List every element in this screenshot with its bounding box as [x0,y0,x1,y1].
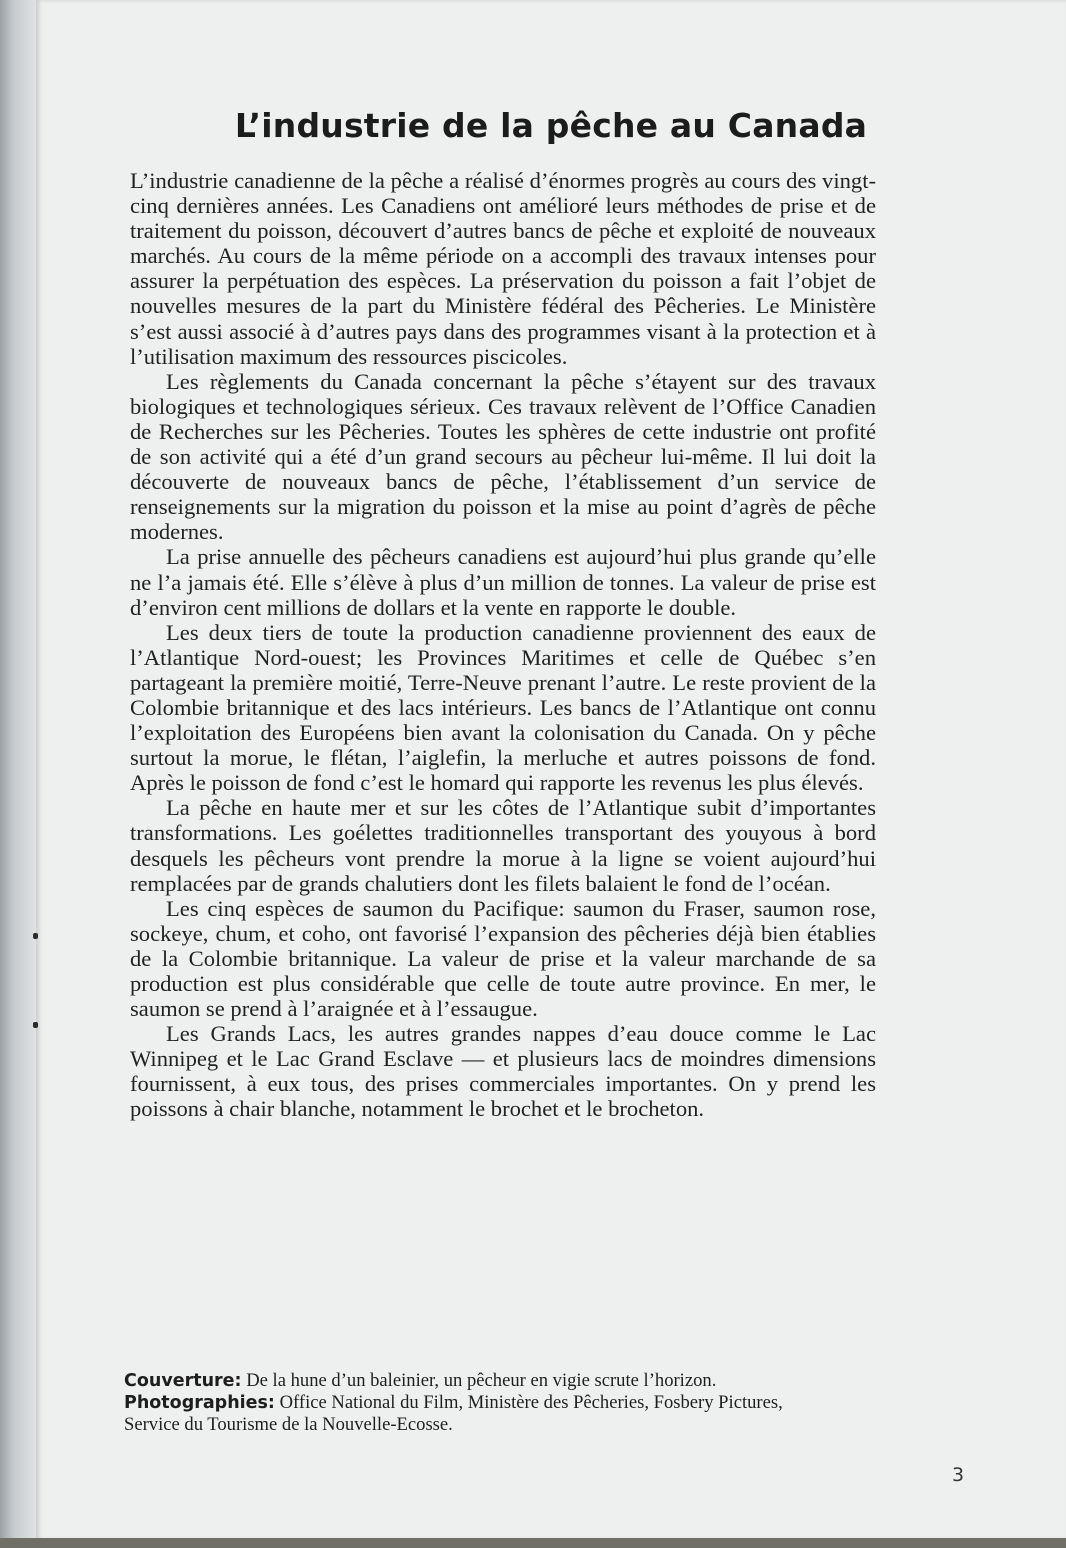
article-body [130,168,876,1122]
paragraph: Les règlements du Canada concernant la pêche s’étayent sur des travaux biologiques et technologiques sérieux. Ces travaux relèvent de l’Office Canadien de Recherches sur les Pêcheries. Toutes les sphères de cette industrie ont profité de son activité qui a été d’un grand secours au pêcheur lui-même. Il lui doit la découverte de nouveaux bancs de pêche, l’établissement d’un service de renseignements sur la migration du poisson et la mise au point d’agrès de pêche modernes. [130,368,876,545]
document-page [36,0,1066,1540]
photos-label: Photographies: [124,1393,275,1413]
cover-label: Couverture: [124,1371,242,1391]
paragraph: La pêche en haute mer et sur les côtes de l’Atlantique subit d’importantes transformations. Les goélettes traditionnelles transportant des youyous à bord desquels les pêcheurs vont prendre la morue à la ligne se voient aujourd’hui remplacées par de grands chalutiers dont les filets balaient le fond de l’océan. [130,795,876,896]
photo-credit [124,1392,924,1414]
binding-staple [33,1022,38,1028]
photo-credit-continued: Service du Tourisme de la Nouvelle-Ecosse. [124,1414,453,1435]
paragraph: L’industrie canadienne de la pêche a réalisé d’énormes progrès au cours des vingt-cinq dernières années. Les Canadiens ont amélioré leurs méthodes de prise et de traitement du poisson, découvert d’autres bancs de pêche et exploité de nouveaux marchés. Au cours de la même période on a accompli des travaux intenses pour assurer la perpétuation des espèces. La préservation du poisson a fait l’objet de nouvelles mesures de la part du Ministère fédéral des Pêcheries. Le Ministère s’est aussi associé à d’autres pays dans des programmes visant à la protection et à l’utilisation maximum des ressources piscicoles. [130,168,876,369]
page-number: 3 [952,1464,965,1486]
paragraph: Les Grands Lacs, les autres grandes nappes d’eau douce comme le Lac Winnipeg et le Lac Grand Esclave — et plusieurs lacs de moindres dimensions fournissent, à eux tous, des prises commerciales importantes. On y prend les poissons à chair blanche, notamment le brochet et le brocheton. [130,1021,876,1122]
page-title: L’industrie de la pêche au Canada [234,106,868,145]
book-gutter [0,0,36,1548]
credits [124,1370,924,1435]
cover-credit [124,1370,924,1392]
paragraph: Les cinq espèces de saumon du Pacifique: saumon du Fraser, saumon rose, sockeye, chum, et coho, ont favorisé l’expansion des pêcheries déjà bien établies de la Colombie britannique. La valeur de prise et la valeur marchande de sa production est plus considérable que celle de toute autre province. En mer, le saumon se prend à l’araignée et à l’essaugue. [130,895,876,1022]
paragraph: Les deux tiers de toute la production canadienne proviennent des eaux de l’Atlantique Nord-ouest; les Provinces Maritimes et celle de Québec s’en partageant la première moitié, Terre-Neuve prenant l’autre. Le reste provient de la Colombie britannique et des lacs intérieurs. Les bancs de l’Atlantique ont connu l’exploitation des Européens bien avant la colonisation du Canada. On y pêche surtout la morue, le flétan, l’aiglefin, la merluche et autres poissons de fond. Après le poisson de fond c’est le homard qui rapporte les revenus les plus élevés. [130,619,876,796]
page-bottom-edge [0,1538,1066,1548]
paragraph: La prise annuelle des pêcheurs canadiens est aujourd’hui plus grande qu’elle ne l’a jamais été. Elle s’élève à plus d’un million de tonnes. La valeur de prise est d’environ cent millions de dollars et la vente en rapporte le double. [130,544,876,620]
cover-text: De la hune d’un baleinier, un pêcheur en vigie scrute l’horizon. [246,1370,717,1391]
binding-staple [33,933,38,939]
photos-text: Office National du Film, Ministère des Pêcheries, Fosbery Pictures, [279,1392,783,1413]
